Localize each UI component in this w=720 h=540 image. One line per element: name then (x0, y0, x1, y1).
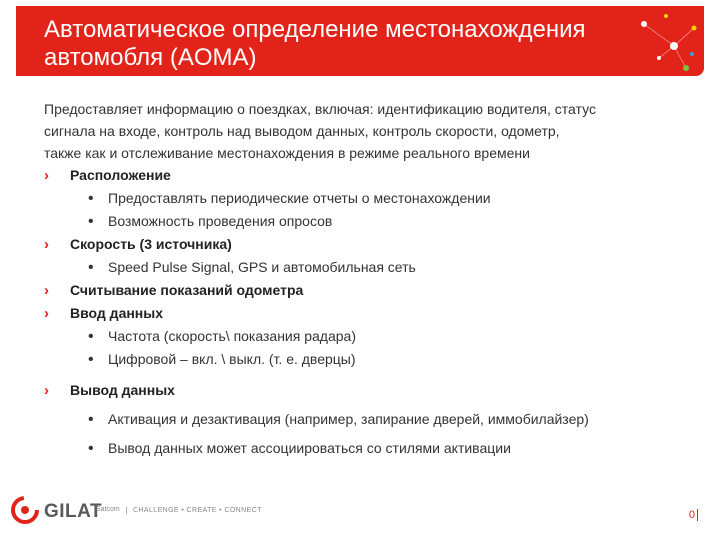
intro-line-2: сигнала на входе, контроль над выводом данных, контроль скорости, одометр, (44, 123, 560, 139)
list-item: • Предоставлять периодические отчеты о местонахождении (44, 187, 704, 210)
section-heading: › Скорость (3 источника) (44, 233, 704, 256)
bullet-icon: • (88, 440, 94, 457)
list-item: • Активация и дезактивация (например, запирание дверей, иммобилайзер) (44, 408, 704, 431)
title-bar (16, 6, 704, 76)
brand-name: GILAT (44, 501, 103, 522)
chevron-right-icon: › (44, 282, 49, 299)
gilat-logo-icon (10, 493, 40, 527)
bullet-icon: • (88, 328, 94, 345)
bullet-icon: • (88, 411, 94, 428)
section-heading: › Вывод данных (44, 379, 704, 402)
list-item: • Speed Pulse Signal, GPS и автомобильная сеть (44, 256, 704, 279)
chevron-right-icon: › (44, 305, 49, 322)
slide-footer (10, 493, 710, 527)
section-heading: › Ввод данных (44, 302, 704, 325)
bullet-icon: • (88, 213, 94, 230)
title-line-2: автомобля (AOMA) (44, 44, 257, 71)
slide-body (44, 98, 704, 460)
bullet-icon: • (88, 351, 94, 368)
chevron-right-icon: › (44, 236, 49, 253)
intro-line-3: также как и отслеживание местонахождения в режиме реального времени (44, 145, 530, 161)
page-number: 0 (689, 509, 698, 521)
bullet-icon: • (88, 190, 94, 207)
intro-paragraph (44, 98, 704, 164)
brand-sub: Satcom (96, 506, 120, 513)
list-item: • Частота (скорость\ показания радара) (44, 325, 704, 348)
chevron-right-icon: › (44, 167, 49, 184)
decorative-dots-icon (614, 6, 704, 76)
section-heading: › Считывание показаний одометра (44, 279, 704, 302)
title-line-1: Автоматическое определение местонахождения (44, 16, 586, 43)
list-item: • Вывод данных может ассоциироваться со стилями активации (44, 437, 704, 460)
tagline: CHALLENGE • CREATE • CONNECT (126, 507, 262, 514)
intro-line-1: Предоставляет информацию о поездках, включая: идентификацию водителя, статус (44, 101, 596, 117)
bullet-icon: • (88, 259, 94, 276)
list-item: • Цифровой – вкл. \ выкл. (т. е. дверцы) (44, 348, 704, 371)
chevron-right-icon: › (44, 382, 49, 399)
list-item: • Возможность проведения опросов (44, 210, 704, 233)
slide-title (44, 16, 684, 72)
section-heading: › Расположение (44, 164, 704, 187)
